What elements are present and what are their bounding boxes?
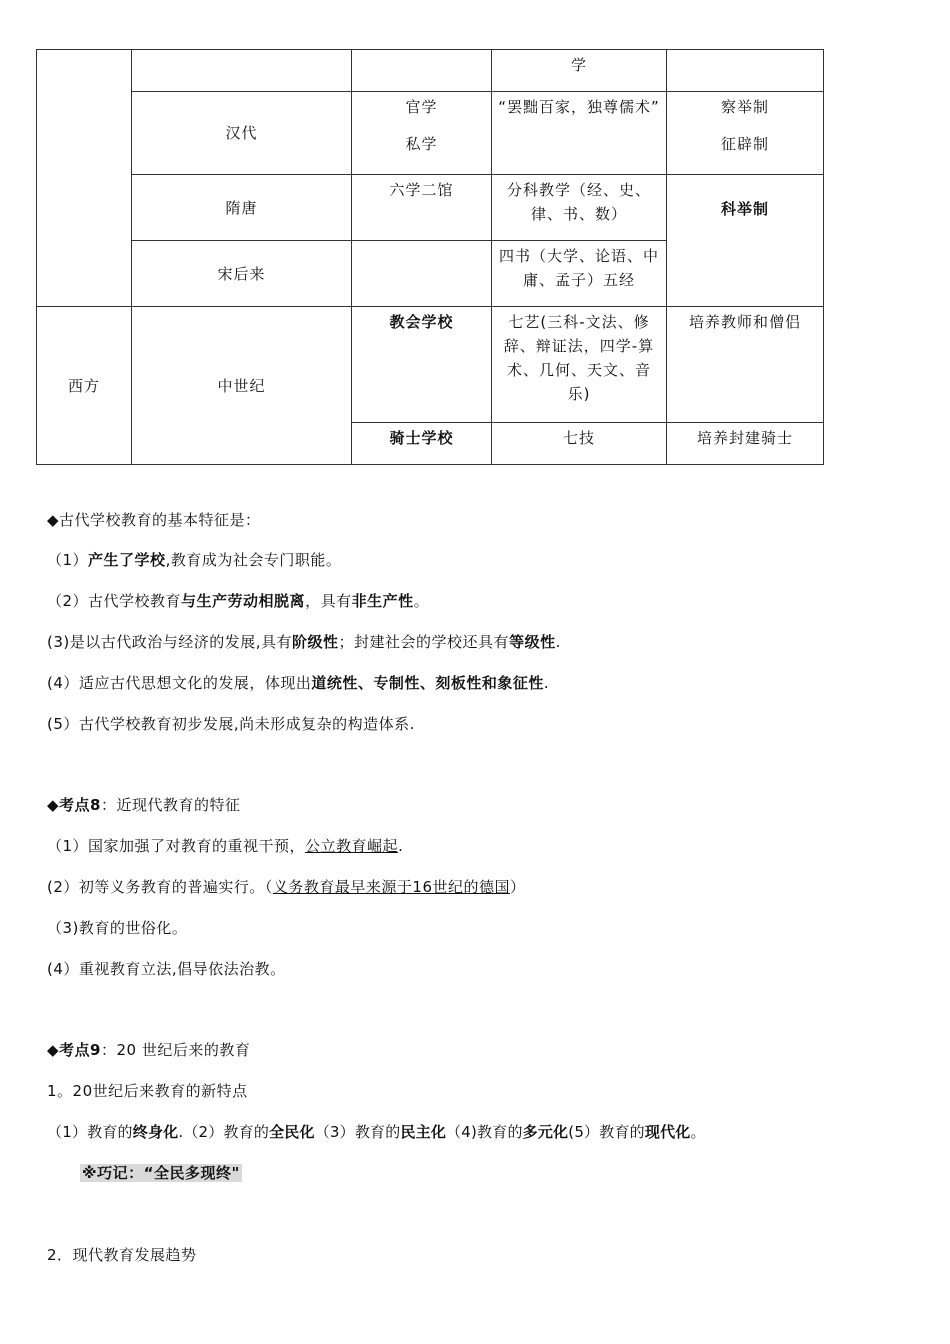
bold-text: 产生了学校 [88,551,166,569]
bold-text: 等级性 [509,633,556,651]
bold-text: 全民化 [269,1123,315,1141]
table-cell-era [132,307,352,465]
text: ） [510,878,526,896]
table-row [37,92,824,175]
sub-heading: 1。20世纪后来教育的新特点 [47,1082,248,1100]
cell-text: 科举制 [720,199,769,218]
section-heading: ◆古代学校教育的基本特征是： [47,511,261,529]
table-row [37,175,824,241]
list-item [47,549,341,571]
table-cell-goal [667,423,824,465]
table-cell [132,50,352,92]
bold-text: 现代化 [644,1123,691,1141]
section-heading [47,1039,250,1061]
cell-text: 骑士学校 [389,429,454,447]
cell-text: 培养教师和僧侣 [688,313,801,331]
text: (2）初等义务教育的普遍实行。（ [47,878,273,896]
bold-text: 终身化 [132,1123,179,1141]
mnemonic-note [80,1162,242,1184]
text: （2）古代学校教育 [47,592,182,610]
table-cell-era [132,175,352,241]
table-cell-era [132,92,352,175]
table-cell-content [492,92,667,175]
list-item [47,876,526,898]
text: （3)教育的世俗化。 [47,919,188,937]
table-cell-content [492,241,667,307]
text: 。 [413,592,430,610]
text: .（2）教育的 [178,1123,270,1141]
bold-text: 多元化 [522,1123,569,1141]
cell-text: 学 [570,56,587,74]
table-cell-system [667,175,824,307]
text: (3)是以古代政治与经济的发展,具有 [47,633,293,651]
table-cell-content [492,307,667,423]
cell-text: 分科教学（经、史、律、书、数） [506,181,651,223]
cell-text: 宋后来 [217,264,266,283]
table-cell-school [352,307,492,423]
section-heading [47,794,241,816]
cell-text: 培养封建骑士 [696,429,793,447]
list-item [47,590,429,612]
cell-text: 六学二馆 [389,181,454,199]
table-cell-school [352,92,492,175]
text: (4）适应古代思想文化的发展，体现出 [47,674,312,692]
table-cell [352,50,492,92]
text: 。 [690,1123,706,1141]
table-cell [352,241,492,307]
cell-text: 私学 [405,135,438,153]
table-cell [492,50,667,92]
text: ：近现代教育的特征 [100,796,241,814]
text: ：20 世纪后来的教育 [100,1041,251,1059]
bold-text: 道统性、专制性、刻板性和象征性 [311,674,544,692]
bold-text: ◆考点9 [47,1041,101,1059]
table-cell-school [352,175,492,241]
table-cell-system [667,92,824,175]
highlighted-text: ※巧记：“全民多现终" [82,1164,240,1182]
cell-text: 征辟制 [720,135,769,153]
list-item [47,1121,706,1143]
table-cell-content [492,175,667,241]
underlined-text: 公立教育崛起 [305,837,399,855]
list-item [47,958,286,980]
text: ,教育成为社会专门职能。 [165,551,342,569]
cell-text: 隋唐 [225,198,258,217]
table-row [37,307,824,423]
table-cell-region [37,307,132,465]
table-cell-region-empty [37,50,132,307]
cell-text: 官学 [405,98,438,116]
table-cell [667,50,824,92]
text: ；封建社会的学校还具有 [338,633,510,651]
text: (4）重视教育立法,倡导依法治教。 [47,960,286,978]
text: ，具有 [305,592,352,610]
bold-text: 民主化 [400,1123,447,1141]
table-cell-era [132,241,352,307]
text: （4)教育的 [446,1123,523,1141]
cell-text: 四书（大学、论语、中庸、孟子）五经 [498,247,659,289]
cell-text: 汉代 [225,124,258,142]
bold-text: 与生产劳动相脱离 [181,592,306,610]
text: . [398,837,404,855]
education-history-table [36,49,824,465]
bold-text: 阶级性 [292,633,339,651]
list-item [47,631,561,653]
bold-text: ◆考点8 [47,796,101,814]
list-item [47,713,415,735]
table-cell-school [352,423,492,465]
cell-text: 西方 [67,376,100,395]
cell-text: “罢黜百家，独尊儒术” [498,98,660,116]
text: （1）教育的 [47,1123,133,1141]
text: （1） [47,551,89,569]
underlined-text: 义务教育最早来源于16世纪的德国 [272,878,510,896]
text: . [555,633,561,651]
sub-heading: 2．现代教育发展趋势 [47,1246,197,1264]
table-cell-content [492,423,667,465]
list-item [47,835,403,857]
list-item [47,672,549,694]
text: (5）古代学校教育初步发展,尚未形成复杂的构造体系. [47,715,415,733]
cell-text: 察举制 [720,98,769,116]
cell-text: 七艺(三科-文法、修辞、辩证法，四学-算术、几何、天文、音乐) [503,313,655,403]
text: (5）教育的 [568,1123,645,1141]
cell-text: 教会学校 [389,313,454,331]
table-row [37,50,824,92]
cell-text: 中世纪 [217,376,266,395]
cell-text: 七技 [562,429,595,447]
bold-text: 非生产性 [351,592,414,610]
list-item [47,917,187,939]
table-cell-goal [667,307,824,423]
text: （3）教育的 [314,1123,401,1141]
text: . [543,674,550,692]
text: （1）国家加强了对教育的重视干预， [47,837,306,855]
